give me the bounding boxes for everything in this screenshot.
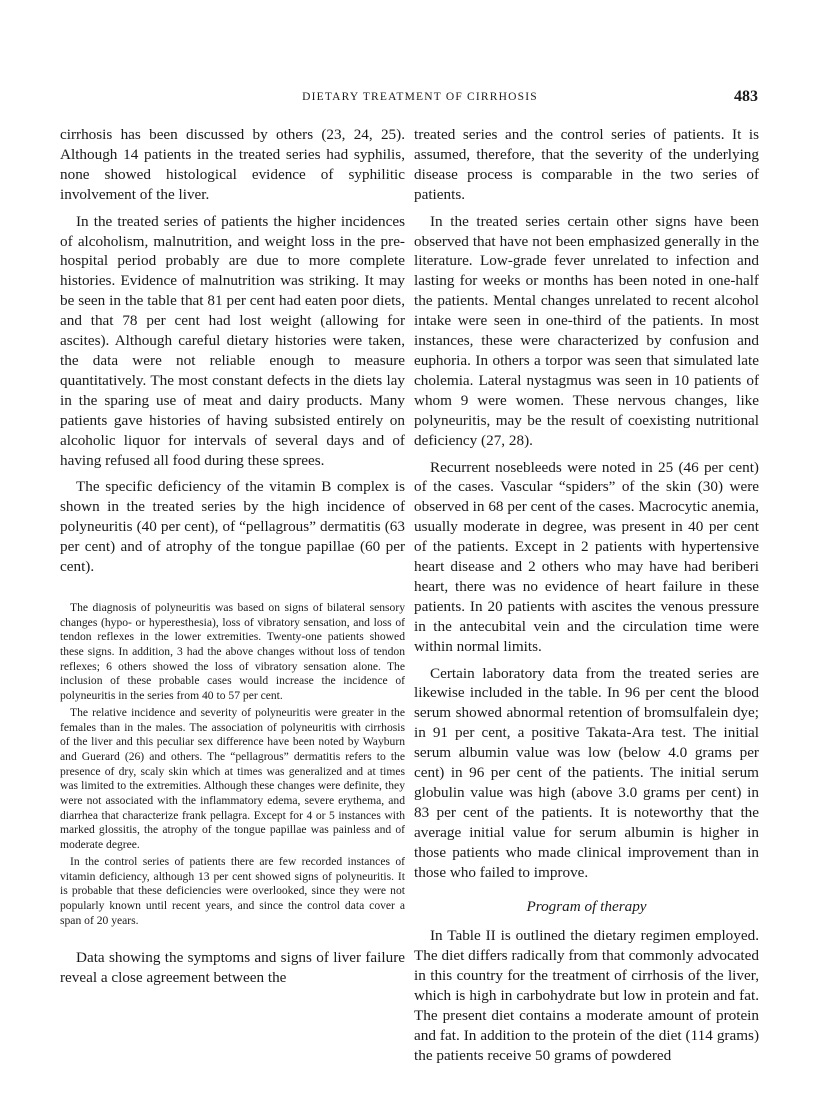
paragraph: In the treated series of patients the higher incidences of alcoholism, malnutrition, and weight loss in the pre-hospital period probably are due to more complete histories. Evidence of malnutrition was striking. It may be seen in the table that 81 per cent had eaten poor diets, and that 78 per cent had lost weight (allowing for ascites). Although careful dietary histories were taken, the data were not reliable enough to measure quantitatively. The most constant defects in the diets lay in the sparing use of meat and dairy products. Many patients gave histories of having subsisted entirely on alcoholic liquor for intervals of several days and of having refused all food during these sprees. <box>60 212 405 469</box>
footnote-paragraph: The relative incidence and severity of polyneuritis were greater in the females than in the males. The association of polyneuritis with cirrhosis of the liver and this peculiar sex difference have been noted by Wayburn and Guerard (26) and others. The “pellagrous” dermatitis refers to the presence of dry, scaly skin which at times was generalized and at times was limited to the extremities. Although these changes were definite, they were not associated with the inflammatory edema, severe erythema, and diarrhea that characterize frank pellagra. Except for 4 or 5 instances with marked glossitis, the atrophy of the tongue papillae was painless and of moderate degree. <box>60 705 405 852</box>
paragraph: Recurrent nosebleeds were noted in 25 (46 per cent) of the cases. Vascular “spiders” of the skin (30) were observed in 68 per cent of the cases. Macrocytic anemia, usually moderate in degree, was present in 40 per cent of the patients. Except in 2 patients with hypertensive heart disease and 2 others who may have had beriberi heart, there was no evidence of heart failure in these patients. In 20 patients with ascites the venous pressure in the antecubital vein and the circulation time were within normal limits. <box>414 458 759 655</box>
page-number: 483 <box>734 88 758 105</box>
paragraph: The specific deficiency of the vitamin B complex is shown in the treated series by the high incidence of polyneuritis (40 per cent), of “pellagrous” dermatitis (63 per cent) and of atrophy of the tongue papillae (60 per cent). <box>60 478 405 576</box>
paragraph: In Table II is outlined the dietary regimen employed. The diet differs radically from that commonly advocated in this country for the treatment of cirrhosis of the liver, which is high in carbohydrate but low in protein and fat. The present diet contains a moderate amount of protein and fat. In addition to the protein of the diet (114 grams) the patients receive 50 grams of powdered <box>414 927 759 1064</box>
running-title: DIETARY TREATMENT OF CIRRHOSIS <box>302 91 538 103</box>
footnote-paragraph: In the control series of patients there are few recorded instances of vitamin deficiency, although 13 per cent showed signs of polyneuritis. It is probable that these deficiencies were overlooked, since they were not popularly known until recent years, and since the control data cover a span of 20 years. <box>60 854 405 927</box>
left-column <box>60 125 405 988</box>
right-column <box>414 125 759 1066</box>
paragraph: Data showing the symptoms and signs of liver failure reveal a close agreement between the <box>60 949 405 987</box>
paragraph: In the treated series certain other signs have been observed that have not been emphasized generally in the literature. Low-grade fever unrelated to infection and lasting for weeks or months has been noted in one-half the patients. Mental changes unrelated to recent alcohol intake were seen in one-third of the patients. In most instances, these were characterized by confusion and euphoria. In others a torpor was seen that simulated late cholemia. Lateral nystagmus was seen in 10 patients of whom 9 were women. These nervous changes, like polyneuritis, may be the result of coexisting nutritional deficiency (27, 28). <box>414 212 759 449</box>
paragraph: treated series and the control series of patients. It is assumed, therefore, that the severity of the underlying disease process is comparable in the two series of patients. <box>414 126 759 203</box>
section-heading: Program of therapy <box>526 897 647 915</box>
paragraph: cirrhosis has been discussed by others (23, 24, 25). Although 14 patients in the treated series had syphilis, none showed histological evidence of syphilitic involvement of the liver. <box>60 126 405 203</box>
paragraph: Certain laboratory data from the treated series are likewise included in the table. In 96 per cent the blood serum showed abnormal retention of bromsulfalein dye; in 91 per cent, a positive Takata-Ara test. The initial serum albumin value was low (below 4.0 grams per cent) in 96 per cent of the patients. The initial serum globulin value was high (above 3.0 grams per cent) in 83 per cent of the patients. It is noteworthy that the average initial value for serum albumin is higher in those patients who made clinical improvement than in those who failed to improve. <box>414 664 759 881</box>
footnote-paragraph: The diagnosis of polyneuritis was based on signs of bilateral sensory changes (hypo- or hyperesthesia), loss of vibratory sensation, and loss of tendon reflexes in the lower extremities. Twenty-one patients showed these signs. In addition, 3 had the above changes without loss of tendon reflexes; 6 others showed the loss of vibratory sensation alone. The inclusion of these probable cases would increase the incidence of polyneuritis in the series from 40 to 57 per cent. <box>60 600 405 703</box>
